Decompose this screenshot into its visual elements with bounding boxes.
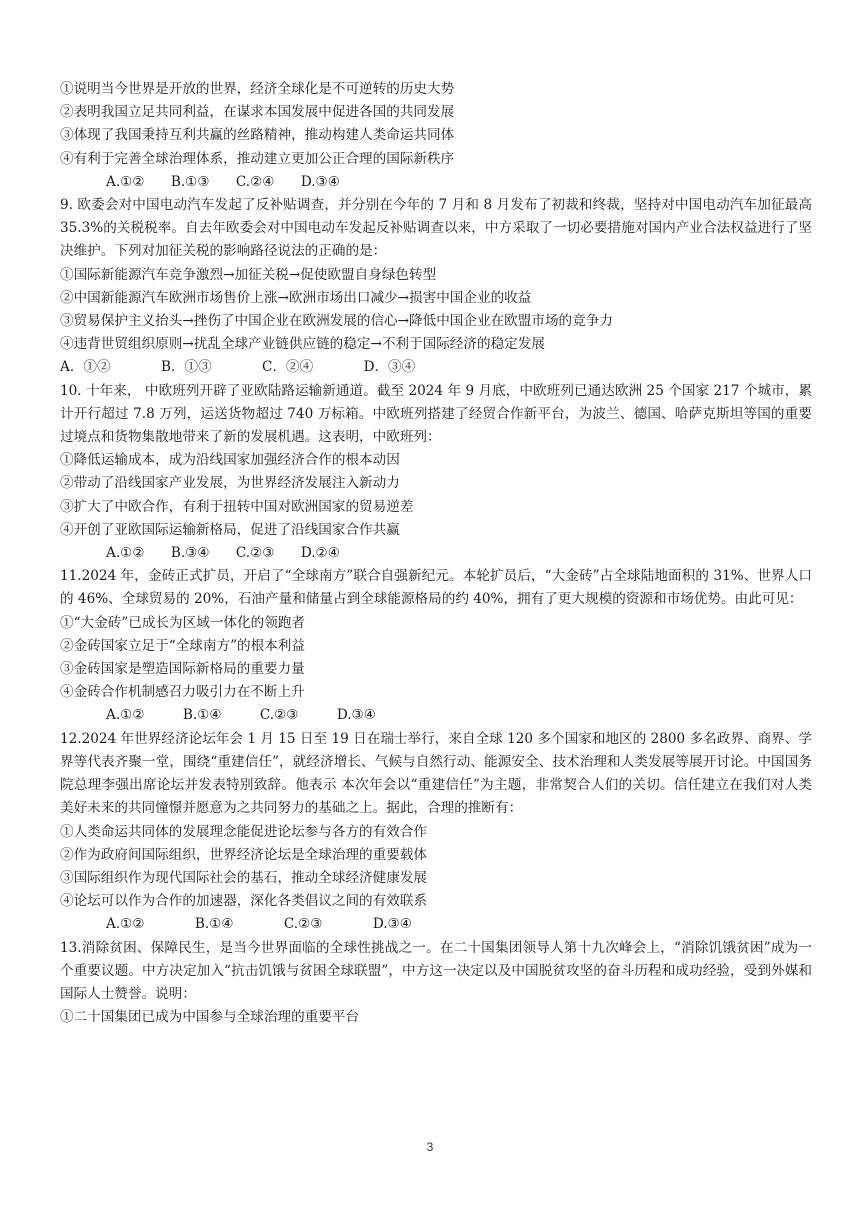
- option-4: ④开创了亚欧国际运输新格局，促进了沿线国家合作共赢: [60, 521, 400, 538]
- option-2: ②金砖国家立足于“全球南方”的根本利益: [60, 637, 305, 654]
- option-3: ③体现了我国秉持互利共赢的丝路精神，推动构建人类命运共同体: [60, 127, 455, 144]
- answer-b: B.①③: [170, 173, 210, 190]
- question-11-stem: 11.2024 年，金砖正式扩员，开启了“全球南方”联合自强新纪元。本轮扩员后，“大金砖”占全球陆地面积的 31%、世界人口的 46%、全球贸易的 20%，石油产量和储量占到全球能源格局的约 40%，拥有了更大规模的资源和市场优势。由此可见：: [60, 568, 812, 608]
- answer-a: A.①②: [106, 707, 145, 724]
- question-8-answers: [60, 171, 812, 194]
- option-3: ③贸易保护主义抬头→挫伤了中国企业在欧洲发展的信心→降低中国企业在欧盟市场的竞争力: [60, 313, 613, 330]
- option-2: ②表明我国立足共同利益，在谋求本国发展中促进各国的共同发展: [60, 104, 455, 121]
- page-number: 3: [426, 1140, 434, 1154]
- answer-a: A.①②: [106, 545, 145, 562]
- option-2: ②作为政府间国际组织，世界经济论坛是全球治理的重要载体: [60, 846, 428, 863]
- option-1: ①说明当今世界是开放的世界，经济全球化是不可逆转的历史大势: [60, 81, 455, 97]
- answer-a: A．①②: [60, 359, 111, 376]
- option-4: ④有利于完善全球治理体系，推动建立更加公正合理的国际新秩序: [60, 150, 455, 167]
- question-12-options: [60, 821, 812, 914]
- question-11-answers: [60, 704, 812, 727]
- option-2: ②带动了沿线国家产业发展，为世界经济发展注入新动力: [60, 475, 400, 492]
- answer-d: D．③④: [363, 359, 416, 376]
- answer-b: B.①④: [182, 707, 222, 724]
- question-9-answers: [60, 356, 812, 379]
- question-9-stem: 9. 欧委会对中国电动汽车发起了反补贴调查，并分别在今年的 7 月和 8 月发布了初裁和终裁，坚持对中国电动汽车加征最高 35.3%的关税税率。自去年欧委会对中国电动车发起反补贴调查以来，中方采取了一切必要措施对国内产业合法权益进行了坚决维护。下列对加征关税的影响路径说法的正确的是：: [60, 197, 812, 260]
- option-1: ①降低运输成本，成为沿线国家加强经济合作的根本动因: [60, 452, 400, 469]
- answer-c: C．②④: [262, 359, 314, 376]
- answer-c: C.②④: [235, 173, 275, 190]
- option-3: ③金砖国家是塑造国际新格局的重要力量: [60, 661, 305, 678]
- option-4: ④论坛可以作为合作的加速器，深化各类倡议之间的有效联系: [60, 893, 428, 910]
- question-12-stem: 12.2024 年世界经济论坛年会 1 月 15 日至 19 日在瑞士举行，来自全球 120 多个国家和地区的 2800 多名政界、商界、学界等代表齐聚一堂，围绕“重建信任”，就经济增长、气候与自然行动、能源安全、技术治理和人类发展等展开讨论。中国国务院总理李强出席论坛并发表特别致辞。他表示 本次年会以“重建信任”为主题，非常契合人们的关切。信任建立在我们对人类美好未来的共同憧憬并愿意为之共同努力的基础之上。据此，合理的推断有：: [60, 730, 812, 817]
- answer-d: D.③④: [300, 173, 340, 190]
- answer-a: A.①②: [106, 916, 145, 933]
- option-4: ④违背世贸组织原则→扰乱全球产业链供应链的稳定→不利于国际经济的稳定发展: [60, 336, 545, 353]
- page-content: [60, 78, 812, 1029]
- question-10-options: [60, 449, 812, 542]
- question-8-options: [60, 78, 812, 171]
- option-3: ③扩大了中欧合作，有利于扭转中国对欧洲国家的贸易逆差: [60, 498, 414, 515]
- option-1: ①“大金砖”已成长为区域一体化的领跑者: [60, 614, 305, 631]
- answer-d: D.③④: [336, 707, 376, 724]
- option-1: ①人类命运共同体的发展理念能促进论坛参与各方的有效合作: [60, 823, 428, 840]
- option-1: ①国际新能源汽车竞争激烈→加征关税→促使欧盟自身绿色转型: [60, 266, 437, 283]
- answer-b: B.①④: [194, 916, 234, 933]
- answer-b: B.③④: [170, 545, 210, 562]
- option-3: ③国际组织作为现代国际社会的基石，推动全球经济健康发展: [60, 869, 428, 886]
- question-10-answers: [60, 542, 812, 565]
- answer-c: C.②③: [283, 916, 323, 933]
- question-10-stem: 10. 十年来， 中欧班列开辟了亚欧陆路运输新通道。截至 2024 年 9 月底，中欧班列已通达欧洲 25 个国家 217 个城市，累计开行超过 7.8 万列，运送货物超过 740 万标箱。中欧班列搭建了经贸合作新平台，为波兰、德国、哈萨克斯坦等国的重要过境点和货物集散地带来了新的发展机遇。这表明，中欧班列：: [60, 382, 812, 446]
- question-11-options: [60, 612, 812, 705]
- option-2: ②中国新能源汽车欧洲市场售价上涨→欧洲市场出口减少→损害中国企业的收益: [60, 289, 532, 306]
- question-9-options: [60, 264, 812, 357]
- option-4: ④金砖合作机制感召力吸引力在不断上升: [60, 684, 305, 701]
- answer-d: D.③④: [372, 916, 412, 933]
- question-12-answers: [60, 913, 812, 936]
- answer-d: D.②④: [300, 545, 340, 562]
- question-13-stem: 13.消除贫困、保障民生，是当今世界面临的全球性挑战之一。在二十国集团领导人第十九次峰会上，“消除饥饿贫困”成为一个重要议题。中方决定加入“抗击饥饿与贫困全球联盟”，中方这一决定以及中国脱贫攻坚的奋斗历程和成功经验，受到外媒和国际人士赞誉。说明：: [60, 939, 812, 1002]
- option-1: ①二十国集团已成为中国参与全球治理的重要平台: [60, 1009, 360, 1026]
- answer-a: A.①②: [106, 173, 145, 190]
- question-13-options: [60, 1006, 812, 1029]
- answer-c: C.②③: [235, 545, 275, 562]
- answer-c: C.②③: [259, 707, 299, 724]
- answer-b: B．①③: [160, 359, 212, 376]
